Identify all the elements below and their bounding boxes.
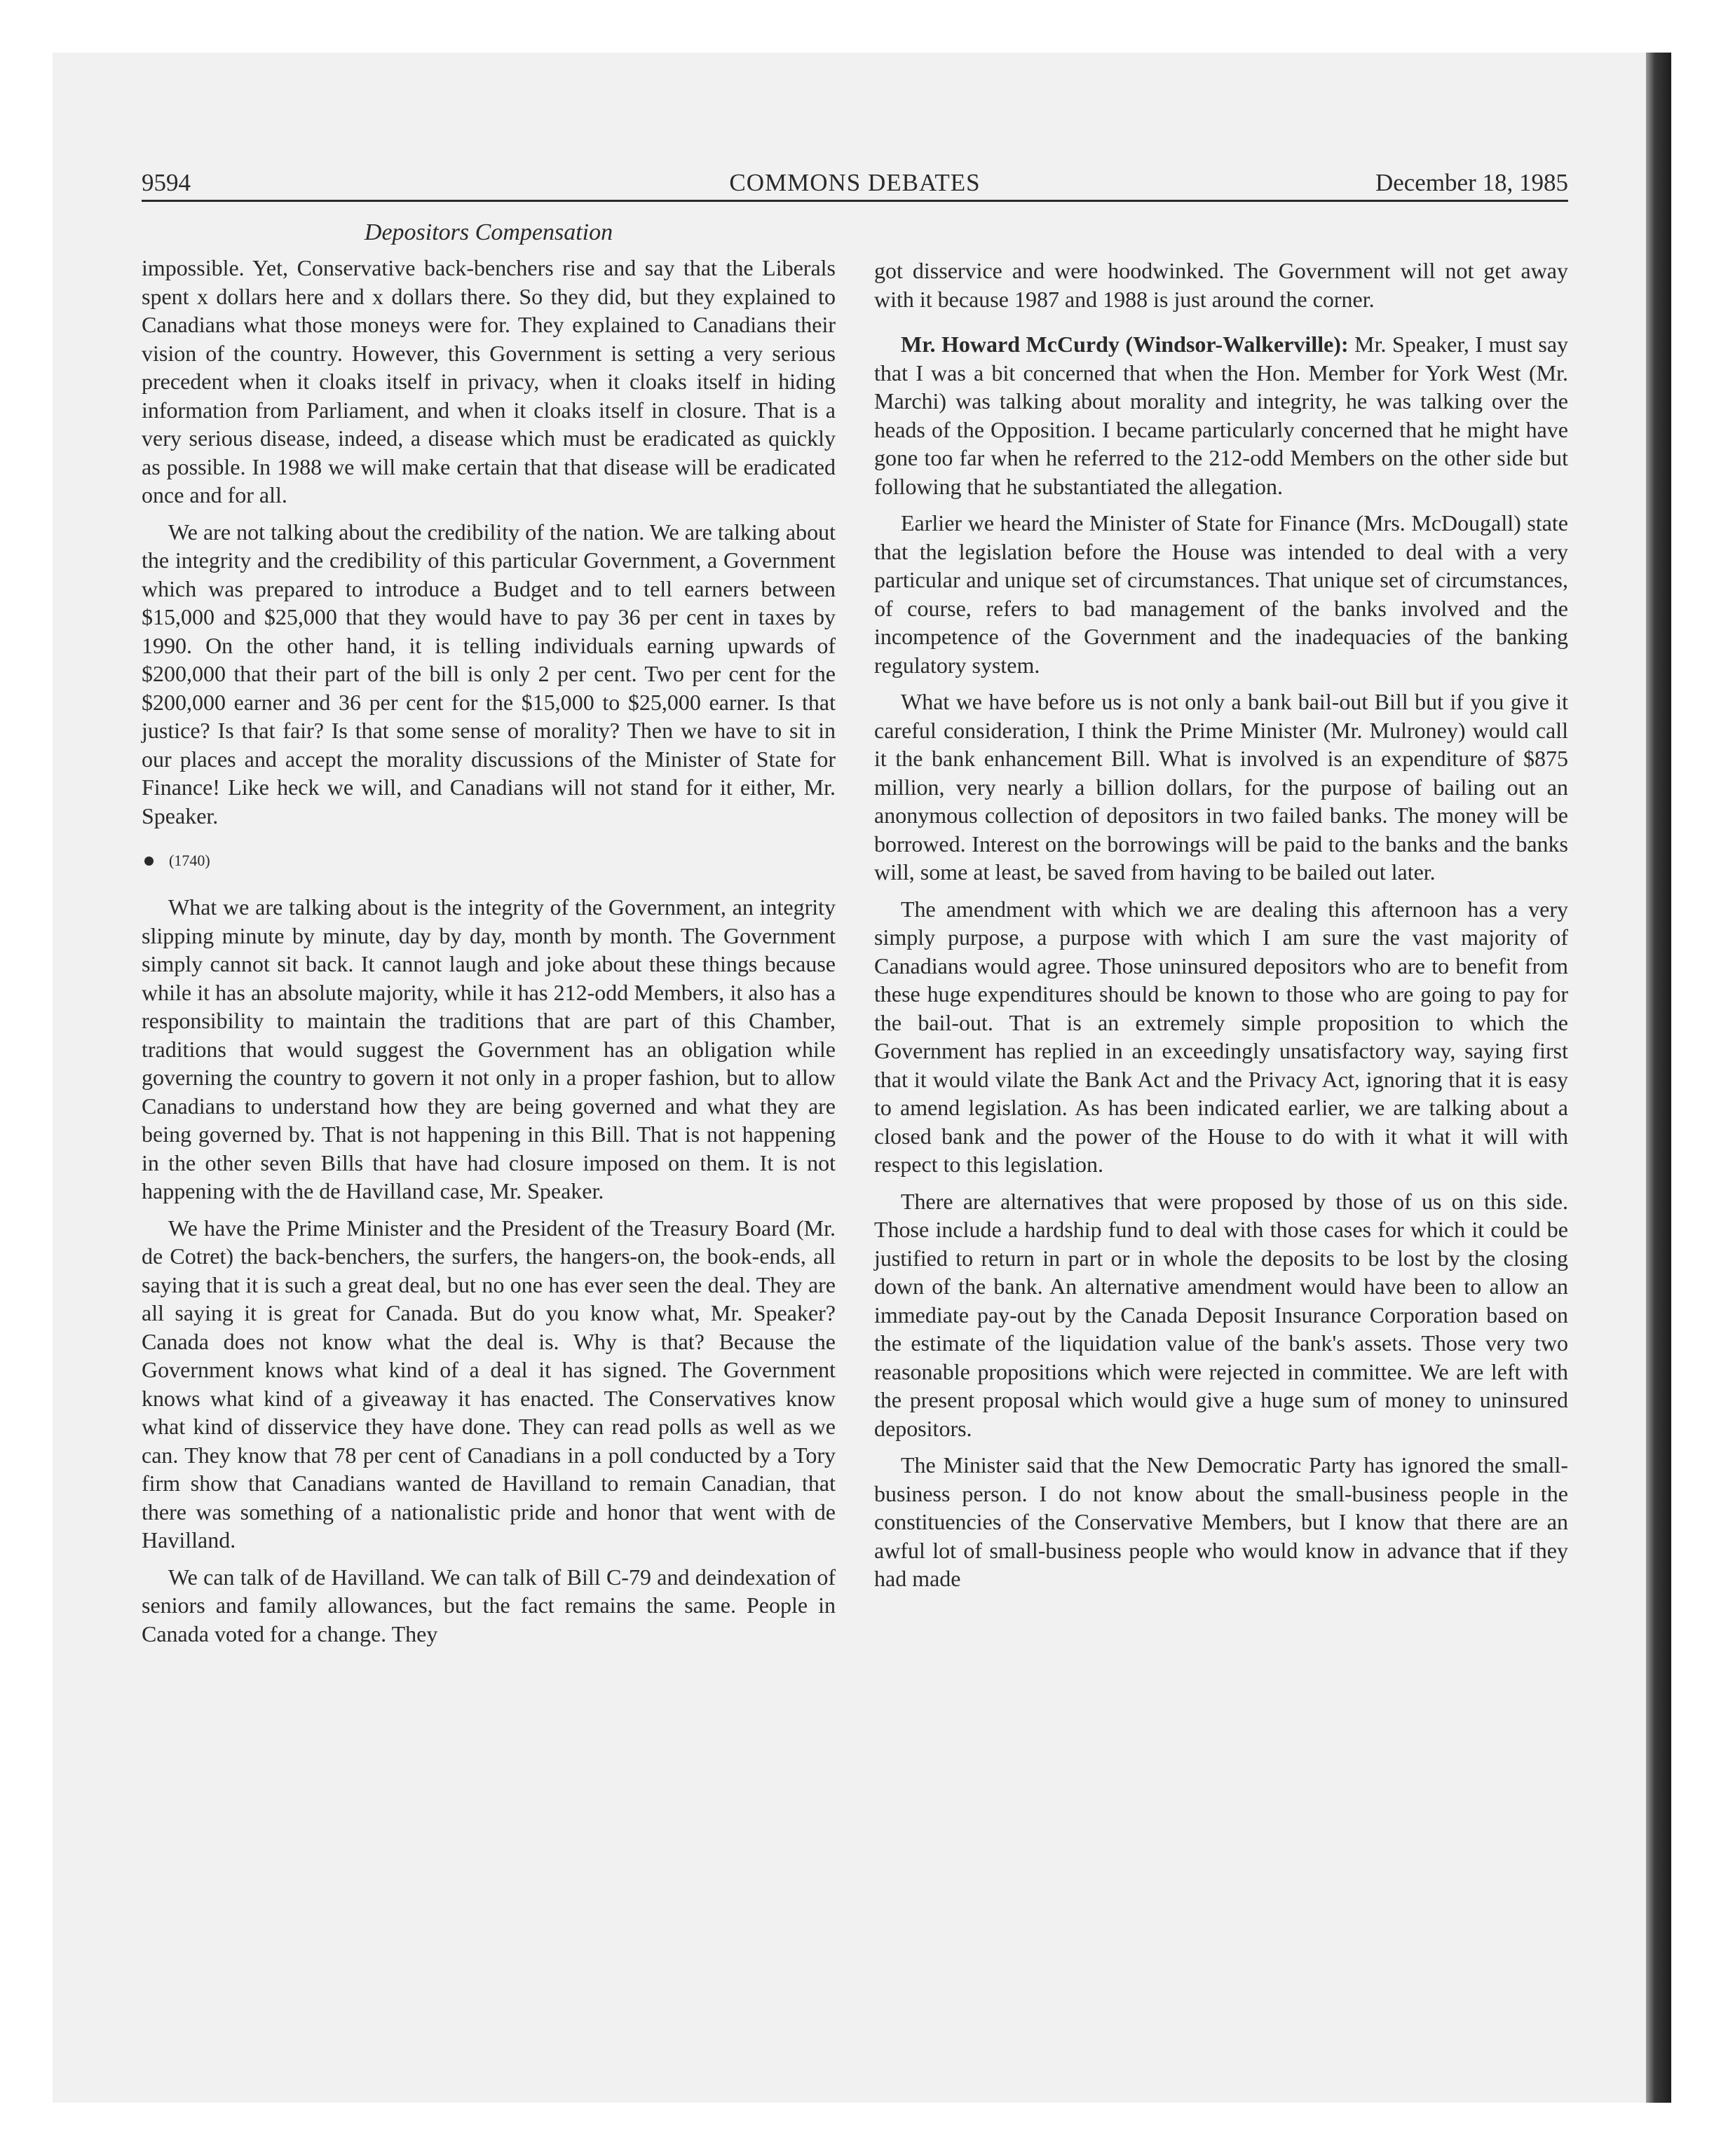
right-column xyxy=(874,257,1568,1602)
page-date: December 18, 1985 xyxy=(1375,169,1568,196)
header-rule xyxy=(142,200,1568,202)
paragraph: What we are talking about is the integrity of the Government, an integrity slipping minute by minute, day by day, month by month. The Government simply cannot sit back. It cannot laugh and joke about these things because while it has an absolute majority, while it has 212-odd Members, it also has a responsibility to maintain the traditions that are part of this Chamber, traditions that would suggest the Government has an obligation while governing the country to govern it not only in a proper fashion, but to allow Canadians to understand how they are being governed and what they are being governed by. That is not happening in this Bill. That is not happening in the other seven Bills that have had closure imposed on them. It is not happening with the de Havilland case, Mr. Speaker. xyxy=(142,894,836,1203)
time-marker xyxy=(144,851,836,871)
scan-binding-edge xyxy=(1646,53,1671,2103)
paragraph: There are alternatives that were proposed by those of us on this side. Those include a hardship fund to deal with those cases for which it could be justified to return in part or in whole the deposits to be lost by the closing down of the bank. An alternative amendment would have been to allow an immediate pay-out by the Canada Deposit Insurance Corporation based on the estimate of the liquidation value of the bank's assets. Those very two reasonable propositions which were rejected in committee. We are left with the present proposal which would give a huge sum of money to uninsured depositors. xyxy=(874,1188,1568,1441)
speaker-paragraph xyxy=(874,330,1568,500)
paragraph: Earlier we heard the Minister of State for Finance (Mrs. McDougall) state that the legislation before the House was intended to deal with a very particular and unique set of circumstances. That unique set of circumstances, of course, refers to bad management of the banks involved and the incompetence of the Government and the inadequacies of the banking regulatory system. xyxy=(874,510,1568,678)
bullet-icon xyxy=(144,857,154,866)
paragraph: We are not talking about the credibility of the nation. We are talking about the integrity and the credibility of this particular Government, a Government which was prepared to introduce a Budget and to tell earners between $15,000 and $25,000 that they would have to pay 36 per cent in taxes by 1990. On the other hand, it is telling individuals earning upwards of $200,000 that their part of the bill is only 2 per cent. Two per cent for the $200,000 earner and 36 per cent for the $15,000 to $25,000 earner. Is that justice? Is that fair? Is that some sense of morality? Then we have to sit in our places and accept the morality discussions of the Minister of State for Finance! Like heck we will, and Canadians will not stand for it either, Mr. Speaker. xyxy=(142,519,836,828)
page-header xyxy=(142,165,1568,200)
time-marker-label: (1740) xyxy=(169,852,210,869)
speaker-name: Mr. Howard McCurdy (Windsor-Walkerville): xyxy=(901,332,1349,357)
left-column xyxy=(142,254,836,1656)
publication-title: COMMONS DEBATES xyxy=(729,169,981,196)
paragraph: The amendment with which we are dealing this afternoon has a very simply purpose, a purpose with which I am sure the vast majority of Canadians would agree. Those uninsured depositors who are to benefit from these huge expenditures should be known to those who are going to pay for the bail-out. That is an extremely simple proposition to which the Government has replied in an exceedingly unsatisfactory way, saying first that it would vilate the Bank Act and the Privacy Act, ignoring that it is easy to amend legislation. As has been indicated earlier, we are talking about a closed bank and the power of the House to do with it what it will with respect to this legislation. xyxy=(874,896,1568,1177)
paragraph: The Minister said that the New Democratic Party has ignored the small-business person. I do not know about the small-business people in the constituencies of the Conservative Members, but I know that there are an awful lot of small-business people who would know in advance that if they had made xyxy=(874,1452,1568,1591)
running-head: Depositors Compensation xyxy=(364,219,613,245)
paragraph: We have the Prime Minister and the President of the Treasury Board (Mr. de Cotret) the back-benchers, the surfers, the hangers-on, the book-ends, all saying that it is such a great deal, but no one has ever seen the deal. They are all saying it is great for Canada. But do you know what, Mr. Speaker? Canada does not know what the deal is. Why is that? Because the Government knows what kind of a deal it has signed. The Government knows what kind of a giveaway it has enacted. The Conservatives know what kind of disservice they have done. They can read polls as well as we can. They know that 78 per cent of Canadians in a poll conducted by a Tory firm show that Canadians wanted de Havilland to remain Canadian, that there was something of a nationalistic pride and honor that went with de Havilland. xyxy=(142,1215,836,1553)
speech-text: Mr. Speaker, I must say that I was a bit concerned that when the Hon. Member for York West (Mr. Marchi) was talking about morality and integrity, he was talking over the heads of the Opposition. I became particularly concerned that he might have gone too far when he referred to the 212-odd Members on the other side but following that he substantiated the allegation. xyxy=(874,332,1569,499)
page-number: 9594 xyxy=(142,169,191,196)
paragraph: impossible. Yet, Conservative back-benchers rise and say that the Liberals spent x dollars here and x dollars there. So they did, but they explained to Canadians what those moneys were for. They explained to Canadians their vision of the country. However, this Government is setting a very serious precedent when it cloaks itself in privacy, when it cloaks itself in hiding information from Parliament, and when it cloaks itself in closure. That is a very serious disease, indeed, a disease which must be eradicated as quickly as possible. In 1988 we will make certain that that disease will be eradicated once and for all. xyxy=(142,255,836,507)
paragraph: got disservice and were hoodwinked. The Government will not get away with it because 1987 and 1988 is just around the corner. xyxy=(874,258,1568,312)
paragraph: We can talk of de Havilland. We can talk of Bill C-79 and deindexation of seniors and family allowances, but the fact remains the same. People in Canada voted for a change. They xyxy=(142,1564,836,1646)
paragraph: What we have before us is not only a bank bail-out Bill but if you give it careful consideration, I think the Prime Minister (Mr. Mulroney) would call it the bank enhancement Bill. What is involved is an expenditure of $875 million, very nearly a billion dollars, for the purpose of bailing out an anonymous collection of depositors in two failed banks. The money will be borrowed. Interest on the borrowings will be paid to the banks and the banks will, some at least, be saved from having to be bailed out later. xyxy=(874,689,1568,885)
